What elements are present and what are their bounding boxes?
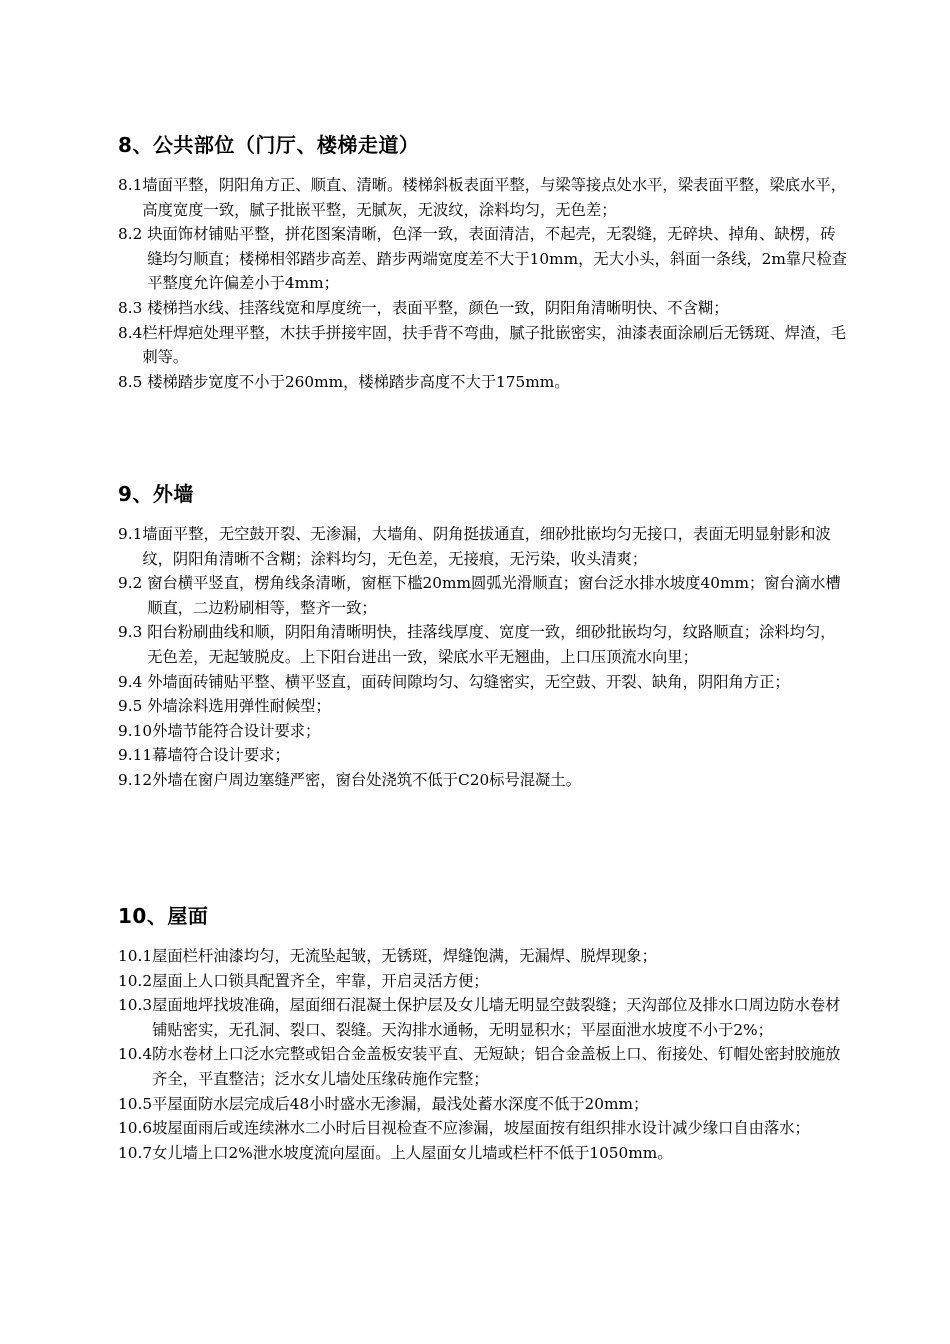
item-number: 9.11	[118, 746, 153, 765]
item-number: 8.3	[118, 298, 148, 317]
item-number: 9.10	[118, 721, 153, 740]
item-text: 屋面栏杆油漆均匀，无流坠起皱，无锈斑，焊缝饱满，无漏焊、脱焊现象；	[152, 947, 657, 965]
item-text: 防水卷材上口泛水完整或铝合金盖板安装平直、无短缺；铝合金盖板上口、衔接处、钉帽处密封胶施放齐全，平直整洁；泛水女儿墙处压缘砖施作完整；	[152, 1045, 841, 1088]
item-number: 8.5	[118, 372, 148, 391]
list-item	[118, 993, 848, 1042]
section-10	[118, 904, 848, 1165]
item-text: 屋面上人口锁具配置齐全，牢靠，开启灵活方便；	[152, 971, 489, 990]
item-text: 阳台粉刷曲线和顺，阴阳角清晰明快，挂落线厚度、宽度一致，细砂批嵌均匀，纹路顺直；涂料均匀，无色差，无起皱脱皮。上下阳台进出一致，梁底水平无翘曲，上口压顶流水向里；	[147, 623, 836, 666]
list-item	[118, 944, 848, 969]
list-item	[118, 571, 848, 620]
item-number: 10.4	[118, 1045, 153, 1064]
section-heading: 9、外墙	[118, 482, 194, 506]
list-item	[118, 719, 848, 744]
list-item	[118, 1141, 848, 1166]
list-item	[118, 370, 848, 395]
list-item	[118, 620, 848, 669]
item-text: 外墙在窗户周边塞缝严密，窗台处浇筑不低于C20标号混凝土。	[152, 770, 581, 789]
item-number: 9.5	[118, 697, 148, 716]
section-heading: 8、公共部位（门厅、楼梯走道）	[118, 133, 420, 157]
list-item	[118, 321, 848, 370]
item-text: 坡屋面雨后或连续淋水二小时后目视检查不应渗漏，坡屋面按有组织排水设计减少缘口自由落水；	[152, 1119, 810, 1138]
item-number: 9.3	[118, 623, 148, 642]
item-number: 10.3	[118, 996, 153, 1015]
item-number: 10.7	[118, 1143, 153, 1162]
item-number: 9.12	[118, 770, 153, 789]
list-item	[118, 1092, 848, 1117]
item-text: 墙面平整，阴阳角方正、顺直、清晰。楼梯斜板表面平整，与梁等接点处水平，梁表面平整，梁底水平，高度宽度一致，腻子批嵌平整，无腻灰，无波纹，涂料均匀，无色差；	[142, 176, 846, 219]
list-item	[118, 1116, 848, 1141]
list-item	[118, 969, 848, 994]
list-item	[118, 173, 848, 222]
item-text: 楼梯挡水线、挂落线宽和厚度统一，表面平整，颜色一致，阴阳角清晰明快、不含糊；	[147, 298, 729, 317]
item-number: 9.1	[118, 525, 143, 543]
section-8	[118, 133, 848, 394]
list-item	[118, 694, 848, 719]
item-text: 外墙节能符合设计要求；	[152, 721, 321, 740]
item-number: 9.4	[118, 672, 148, 691]
list-item	[118, 670, 848, 695]
list-item	[118, 768, 848, 793]
item-number: 8.2	[118, 225, 148, 244]
list-item	[118, 522, 848, 571]
item-text: 屋面地坪找坡准确，屋面细石混凝土保护层及女儿墙无明显空鼓裂缝；天沟部位及排水口周边防水卷材铺贴密实，无孔洞、裂口、裂缝。天沟排水通畅，无明显积水；平屋面泄水坡度不小于2%；	[152, 996, 841, 1039]
item-text: 女儿墙上口2%泄水坡度流向屋面。上人屋面女儿墙或栏杆不低于1050mm。	[152, 1143, 673, 1162]
item-text: 幕墙符合设计要求；	[152, 746, 290, 765]
item-number: 9.2	[118, 574, 148, 593]
item-number: 10.5	[118, 1094, 153, 1113]
item-text: 平屋面防水层完成后48小时盛水无渗漏，最浅处蓄水深度不低于20mm；	[152, 1094, 649, 1113]
item-number: 8.1	[118, 176, 143, 194]
item-text: 楼梯踏步宽度不小于260mm，楼梯踏步高度不大于175mm。	[147, 372, 570, 391]
item-number: 8.4	[118, 323, 143, 342]
item-number: 10.6	[118, 1119, 153, 1138]
item-text: 墙面平整，无空鼓开裂、无渗漏，大墙角、阴角挺拔通直，细砂批嵌均匀无接口，表面无明显射影和波纹，阴阳角清晰不含糊；涂料均匀，无色差，无接痕，无污染，收头清爽；	[142, 525, 831, 568]
item-number: 10.1	[118, 947, 153, 965]
item-text: 窗台横平竖直，楞角线条清晰，窗框下槛20mm圆弧光滑顺直；窗台泛水排水坡度40mm；窗台滴水槽顺直，二边粉刷相等，整齐一致；	[147, 574, 841, 617]
item-text: 外墙面砖铺贴平整、横平竖直，面砖间隙均匀、勾缝密实，无空鼓、开裂、缺角，阴阳角方正；	[147, 672, 790, 691]
item-text: 栏杆焊疤处理平整，木扶手拼接牢固，扶手背不弯曲，腻子批嵌密实，油漆表面涂刷后无锈斑、焊渣，毛刺等。	[142, 323, 846, 367]
section-heading: 10、屋面	[118, 904, 209, 928]
list-item	[118, 296, 848, 321]
list-item	[118, 222, 848, 296]
list-item	[118, 743, 848, 768]
section-9	[118, 482, 848, 793]
list-item	[118, 1042, 848, 1091]
item-text: 块面饰材铺贴平整，拼花图案清晰，色泽一致，表面清洁，不起壳，无裂缝，无碎块、掉角、缺楞，砖缝均匀顺直；楼梯相邻踏步高差、踏步两端宽度差不大于10mm，无大小头，斜面一条线，2m靠尺检查平整度允许偏差小于4mm；	[147, 225, 848, 293]
item-number: 10.2	[118, 971, 153, 990]
item-text: 外墙涂料选用弹性耐候型；	[147, 697, 331, 716]
